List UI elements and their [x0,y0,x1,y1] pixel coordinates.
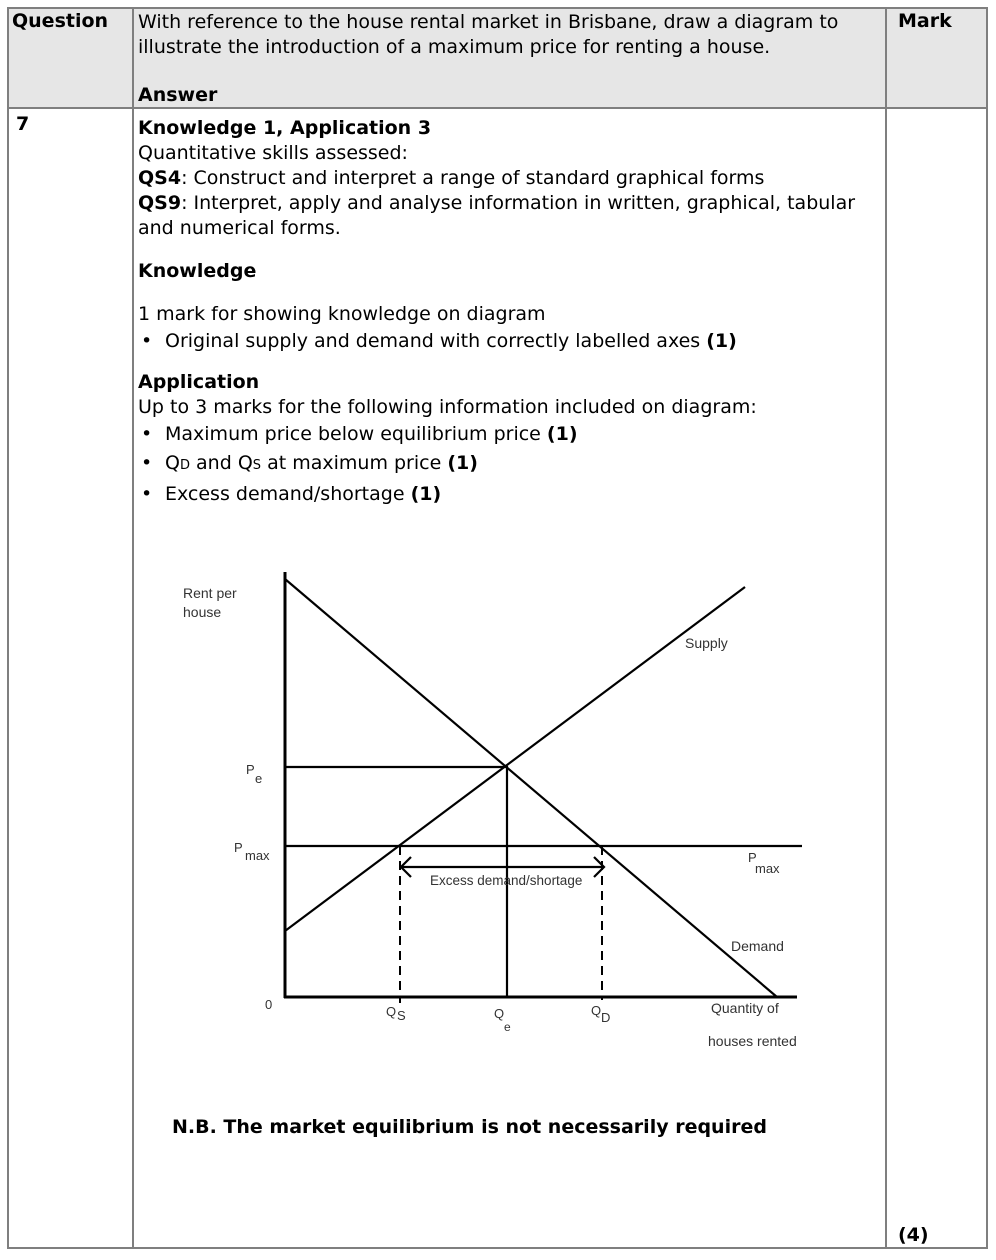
y-axis-label: Rent per [183,585,237,601]
list-item: • Maximum price below equilibrium price (1) [138,420,873,449]
pe-label: P [246,762,255,777]
list-item: • Excess demand/shortage (1) [138,480,873,509]
origin-label: 0 [265,997,273,1012]
x-axis-label-2: houses rented [708,1033,797,1049]
pmax-right-sub: max [755,861,780,876]
knowledge-intro: 1 mark for showing knowledge on diagram [138,303,546,325]
application-intro: Up to 3 marks for the following information included on diagram: [138,396,757,418]
excess-demand-label: Excess demand/shortage [430,873,583,888]
qs-code: QS9 [138,192,182,214]
list-item: • QD and QS at maximum price (1) [138,449,873,480]
qs-text: : Construct and interpret a range of standard graphical forms [181,167,765,189]
demand-label: Demand [731,938,784,954]
list-item: • Original supply and demand with correctly labelled axes (1) [138,327,873,356]
y-axis-label-2: house [183,604,222,620]
qs-sub: S [397,1008,406,1023]
note: N.B. The market equilibrium is not necessarily required [172,1116,767,1138]
pmax-left-sub: max [245,848,270,863]
supply-label: Supply [685,635,728,651]
qs-code: QS4 [138,167,182,189]
qs-intro: Quantitative skills assessed: [138,142,408,164]
qs-label: Q [386,1004,397,1019]
pe-sub: e [255,771,263,786]
application-heading: Application [138,371,260,393]
pmax-left-label: P [234,840,243,855]
question-number: 7 [16,113,30,135]
qd-sub: D [601,1010,611,1025]
x-axis-label: Quantity of [711,1000,779,1016]
qe-label: Q [494,1006,505,1021]
question-prompt: With reference to the house rental market in Brisbane, draw a diagram to illustrate the introduction of a maximum price for renting a house. [138,11,839,58]
marks-heading: Knowledge 1, Application 3 [138,117,432,139]
total-mark: (4) [898,1224,929,1246]
qe-sub: e [504,1020,511,1034]
mark-column-header: Mark [898,10,952,32]
answer-label: Answer [138,84,218,106]
question-column-header: Question [12,10,109,32]
qd-label: Q [591,1003,602,1018]
pmax-right-label: P [748,850,757,865]
qs-text: : Interpret, apply and analyse information in written, graphical, tabular and numerical forms. [138,192,856,239]
knowledge-heading: Knowledge [138,260,257,282]
